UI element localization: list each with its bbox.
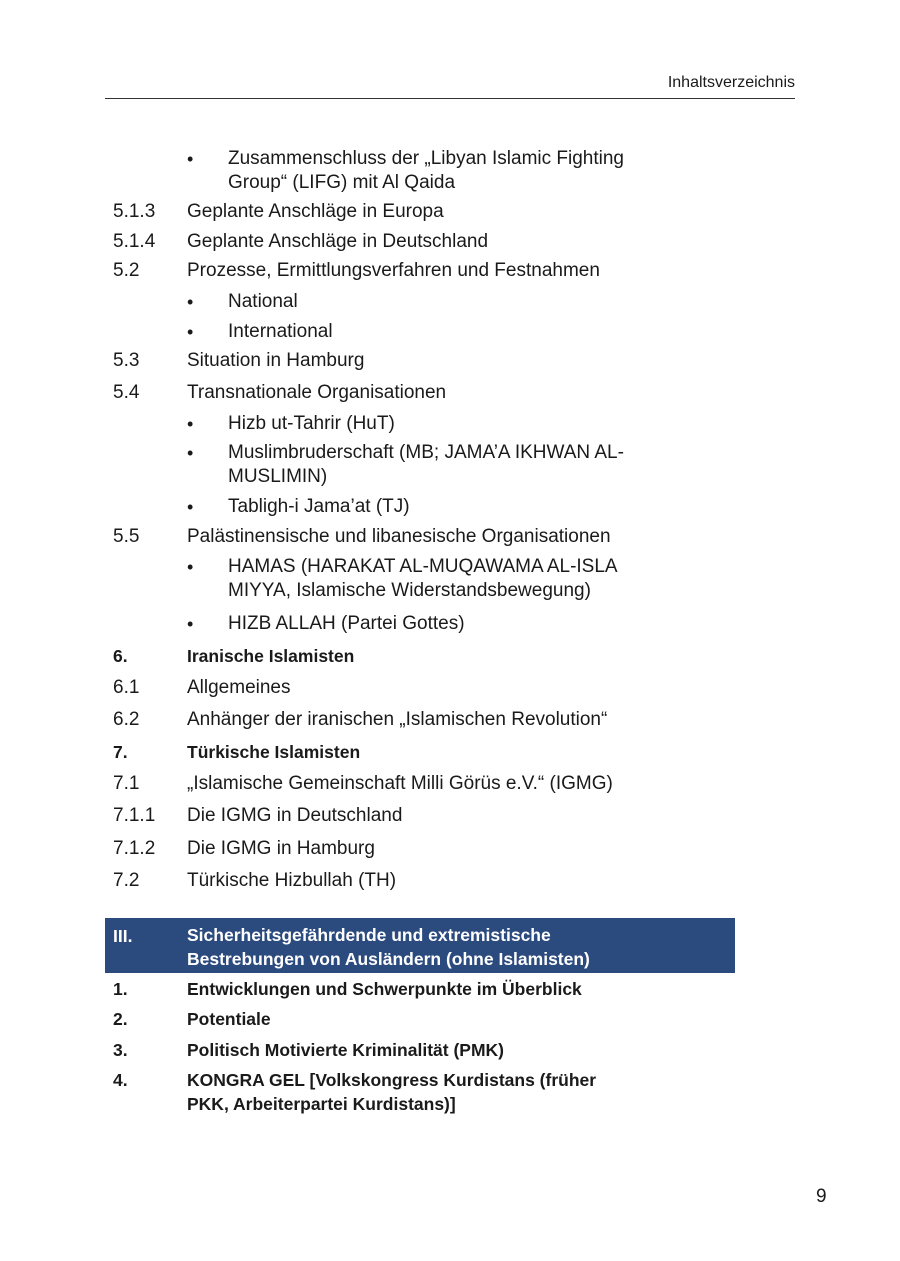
toc-entry-text: Entwicklungen und Schwerpunkte im Überblick — [187, 979, 582, 999]
toc-entry-text: Geplante Anschläge in Europa — [187, 201, 444, 222]
toc-entry-text: Politisch Motivierte Kriminalität (PMK) — [187, 1040, 504, 1060]
toc-entry-number: 1. — [113, 979, 128, 999]
toc-entry-text: HIZB ALLAH (Partei Gottes) — [228, 613, 465, 634]
toc-entry-number: 7.2 — [113, 870, 140, 891]
toc-entry-text: Die IGMG in Hamburg — [187, 838, 375, 859]
toc-entry-text: Geplante Anschläge in Deutschland — [187, 231, 489, 252]
toc-entry-text: Die IGMG in Deutschland — [187, 805, 403, 826]
toc-entry-text: Zusammenschluss der „Libyan Islamic Fighting Group“ (LIFG) mit Al Qaida — [228, 148, 624, 193]
section-banner[interactable] — [105, 918, 735, 973]
toc-entry-number: 5.2 — [113, 260, 140, 281]
bullet-icon: • — [187, 149, 194, 169]
toc-entry-text: HAMAS (HARAKAT AL-MUQAWAMA AL-ISLA MIYYA, Islamische Widerstandsbewegung) — [228, 556, 617, 601]
toc-entry-text: „Islamische Gemeinschaft Milli Görüs e.V.“ (IGMG) — [187, 773, 613, 794]
toc-entry-number: 5.1.4 — [113, 231, 156, 252]
toc-entry-text: Situation in Hamburg — [187, 350, 365, 371]
toc-entry-number: 3. — [113, 1040, 128, 1060]
toc-entry-number: 7. — [113, 742, 128, 762]
toc-entry-text: Türkische Islamisten — [187, 742, 361, 762]
toc-entry-text: Prozesse, Ermittlungsverfahren und Festnahmen — [187, 260, 600, 281]
toc-entry-text: Hizb ut-Tahrir (HuT) — [228, 413, 395, 434]
bullet-icon: • — [187, 322, 194, 342]
toc-entry-text: Anhänger der iranischen „Islamischen Revolution“ — [187, 709, 608, 730]
bullet-icon: • — [187, 414, 194, 434]
toc-entry-number: 6.1 — [113, 677, 140, 698]
section-title-line: Bestrebungen von Ausländern (ohne Islamisten) — [187, 949, 590, 969]
toc-entry-text: Türkische Hizbullah (TH) — [187, 870, 397, 891]
toc-entry-text: Tabligh-i Jama’at (TJ) — [228, 496, 410, 517]
bullet-icon: • — [187, 557, 194, 577]
toc-entry-text: National — [228, 291, 298, 312]
toc-entry-number: 5.1.3 — [113, 201, 156, 222]
toc-entry-number: 7.1.1 — [113, 805, 156, 826]
bullet-icon: • — [187, 614, 194, 634]
toc-entry-number: 4. — [113, 1070, 128, 1090]
bullet-icon: • — [187, 443, 194, 463]
toc-entry-text: International — [228, 321, 333, 342]
toc-entry-text: Iranische Islamisten — [187, 646, 355, 666]
toc-entry-number: 7.1 — [113, 773, 140, 794]
toc-entry-number: 6. — [113, 646, 128, 666]
toc-entry-number: 5.3 — [113, 350, 140, 371]
toc-entry-number: 6.2 — [113, 709, 140, 730]
toc-entry-number: 7.1.2 — [113, 838, 156, 859]
toc-entry-number: 5.5 — [113, 526, 140, 547]
toc-entry-number: 2. — [113, 1009, 128, 1029]
bullet-icon: • — [187, 292, 194, 312]
toc-entry-text: Muslimbruderschaft (MB; JAMA’A IKHWAN AL-MUSLIMIN) — [228, 442, 624, 487]
toc-entry-text: Allgemeines — [187, 677, 291, 698]
toc-entry-text: KONGRA GEL [Volkskongress Kurdistans (früher PKK, Arbeiterpartei Kurdistans)] — [187, 1070, 597, 1114]
page-number: 9 — [816, 1186, 827, 1207]
toc-entry-text: Transnationale Organisationen — [187, 382, 447, 403]
section-number: III. — [113, 926, 133, 946]
running-header-title: Inhaltsverzeichnis — [667, 74, 795, 91]
toc-entry-text: Palästinensische und libanesische Organisationen — [187, 526, 611, 547]
section-title — [187, 923, 727, 971]
toc-entry-text: Potentiale — [187, 1009, 271, 1029]
running-header — [105, 74, 795, 99]
section-title-line: Sicherheitsgefährdende und extremistische — [187, 925, 551, 945]
bullet-icon: • — [187, 497, 194, 517]
toc-entry-number: 5.4 — [113, 382, 140, 403]
